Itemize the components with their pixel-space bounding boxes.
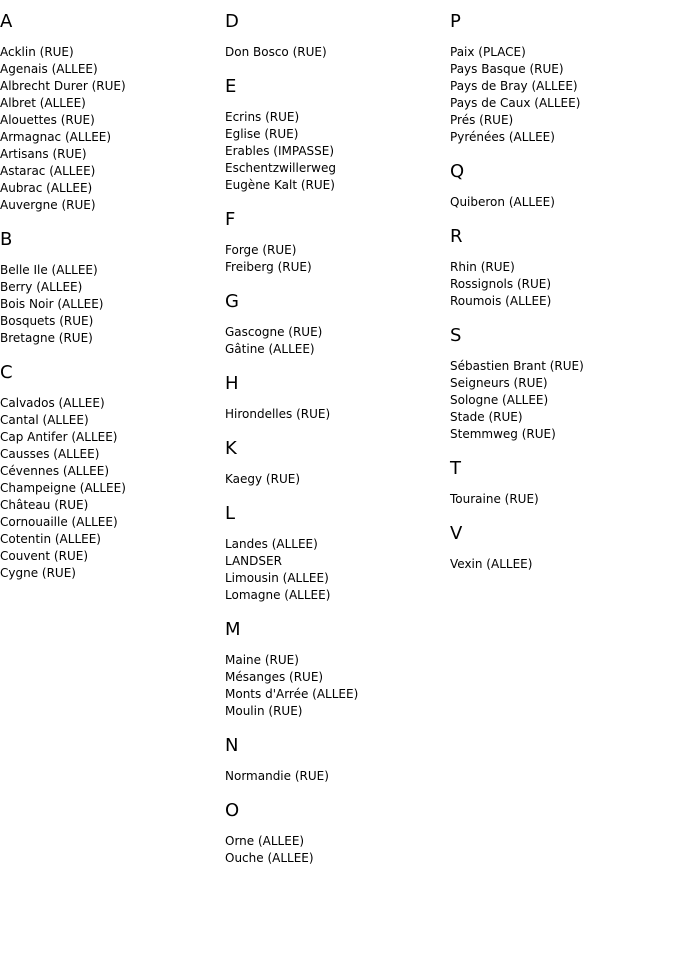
street-entry: Don Bosco (RUE): [225, 45, 327, 59]
letter-section-g: [225, 290, 445, 358]
letter-section-a: [0, 10, 220, 214]
street-entry: Aubrac (ALLEE): [0, 181, 93, 195]
section-letter-heading: V: [450, 523, 463, 544]
section-letter-heading: A: [0, 11, 13, 32]
street-entry: Pyrénées (ALLEE): [450, 130, 555, 144]
street-entry: Prés (RUE): [450, 113, 514, 127]
letter-section-f: [225, 208, 445, 276]
letter-section-b: [0, 228, 220, 347]
street-list: [450, 491, 670, 508]
street-list: [225, 652, 445, 720]
street-entry: Cévennes (ALLEE): [0, 464, 110, 478]
street-entry: Mésanges (RUE): [225, 670, 324, 684]
street-entry: Auvergne (RUE): [0, 198, 96, 212]
street-list: [225, 406, 445, 423]
section-letter-heading: O: [225, 800, 240, 821]
street-entry: Seigneurs (RUE): [450, 376, 548, 390]
street-entry: Bois Noir (ALLEE): [0, 297, 104, 311]
street-entry: Couvent (RUE): [0, 549, 89, 563]
section-letter-heading: D: [225, 11, 239, 32]
section-letter-heading: S: [450, 325, 462, 346]
street-entry: Paix (PLACE): [450, 45, 526, 59]
letter-section-s: [450, 324, 670, 443]
street-entry: Calvados (ALLEE): [0, 396, 105, 410]
street-entry: Sébastien Brant (RUE): [450, 359, 584, 373]
section-letter-heading: T: [450, 458, 461, 479]
street-list: [225, 536, 445, 604]
letter-section-k: [225, 437, 445, 488]
street-list: [225, 44, 445, 61]
street-entry: Rossignols (RUE): [450, 277, 552, 291]
section-letter-heading: G: [225, 291, 239, 312]
street-entry: Champeigne (ALLEE): [0, 481, 126, 495]
letter-section-d: [225, 10, 445, 61]
street-entry: Hirondelles (RUE): [225, 407, 331, 421]
street-entry: Belle Ile (ALLEE): [0, 263, 98, 277]
street-entry: Sologne (ALLEE): [450, 393, 549, 407]
street-entry: Rhin (RUE): [450, 260, 515, 274]
street-entry: Albrecht Durer (RUE): [0, 79, 126, 93]
street-entry: Cap Antifer (ALLEE): [0, 430, 118, 444]
letter-section-t: [450, 457, 670, 508]
section-letter-heading: Q: [450, 161, 465, 182]
street-entry: Artisans (RUE): [0, 147, 87, 161]
letter-section-v: [450, 522, 670, 573]
section-letter-heading: B: [0, 229, 13, 250]
street-entry: Agenais (ALLEE): [0, 62, 98, 76]
street-entry: Alouettes (RUE): [0, 113, 95, 127]
street-entry: Château (RUE): [0, 498, 89, 512]
street-entry: Lomagne (ALLEE): [225, 588, 331, 602]
street-entry: Bretagne (RUE): [0, 331, 93, 345]
street-entry: Quiberon (ALLEE): [450, 195, 555, 209]
street-entry: Forge (RUE): [225, 243, 297, 257]
index-column-1: [0, 10, 220, 596]
section-letter-heading: K: [225, 438, 237, 459]
letter-section-n: [225, 734, 445, 785]
street-entry: Albret (ALLEE): [0, 96, 86, 110]
street-entry: Touraine (RUE): [450, 492, 539, 506]
letter-section-p: [450, 10, 670, 146]
street-list: [450, 358, 670, 443]
street-entry: Armagnac (ALLEE): [0, 130, 112, 144]
letter-section-h: [225, 372, 445, 423]
street-entry: Gâtine (ALLEE): [225, 342, 315, 356]
street-list: [450, 556, 670, 573]
street-list: [450, 259, 670, 310]
section-letter-heading: C: [0, 362, 13, 383]
street-list: [225, 324, 445, 358]
street-entry: Cornouaille (ALLEE): [0, 515, 118, 529]
street-entry: Ouche (ALLEE): [225, 851, 314, 865]
section-letter-heading: H: [225, 373, 239, 394]
street-entry: Erables (IMPASSE): [225, 144, 335, 158]
street-entry: Maine (RUE): [225, 653, 299, 667]
section-letter-heading: L: [225, 503, 236, 524]
street-entry: Cantal (ALLEE): [0, 413, 89, 427]
street-entry: Kaegy (RUE): [225, 472, 300, 486]
street-list: [0, 395, 220, 582]
street-list: [0, 44, 220, 214]
street-entry: Normandie (RUE): [225, 769, 329, 783]
street-entry: Acklin (RUE): [0, 45, 74, 59]
street-list: [450, 194, 670, 211]
letter-section-q: [450, 160, 670, 211]
section-letter-heading: P: [450, 11, 461, 32]
street-entry: Moulin (RUE): [225, 704, 303, 718]
street-entry: Berry (ALLEE): [0, 280, 83, 294]
street-entry: Cotentin (ALLEE): [0, 532, 101, 546]
street-entry: Eglise (RUE): [225, 127, 299, 141]
street-entry: Freiberg (RUE): [225, 260, 312, 274]
street-list: [225, 109, 445, 194]
street-list: [225, 471, 445, 488]
street-entry: Monts d'Arrée (ALLEE): [225, 687, 359, 701]
street-entry: Stemmweg (RUE): [450, 427, 556, 441]
index-column-2: [225, 10, 445, 881]
street-entry: Eschentzwillerweg: [225, 161, 336, 175]
letter-section-e: [225, 75, 445, 194]
street-list: [225, 768, 445, 785]
street-entry: Astarac (ALLEE): [0, 164, 96, 178]
street-entry: Stade (RUE): [450, 410, 523, 424]
street-entry: Ecrins (RUE): [225, 110, 300, 124]
letter-section-m: [225, 618, 445, 720]
street-entry: Pays Basque (RUE): [450, 62, 564, 76]
street-list: [225, 242, 445, 276]
section-letter-heading: M: [225, 619, 241, 640]
section-letter-heading: F: [225, 209, 236, 230]
street-entry: Cygne (RUE): [0, 566, 76, 580]
street-entry: Bosquets (RUE): [0, 314, 94, 328]
street-entry: Pays de Caux (ALLEE): [450, 96, 581, 110]
street-entry: Causses (ALLEE): [0, 447, 100, 461]
street-entry: Orne (ALLEE): [225, 834, 305, 848]
section-letter-heading: R: [450, 226, 463, 247]
street-entry: Pays de Bray (ALLEE): [450, 79, 578, 93]
section-letter-heading: N: [225, 735, 239, 756]
street-list: [0, 262, 220, 347]
street-list: [225, 833, 445, 867]
street-entry: Eugène Kalt (RUE): [225, 178, 335, 192]
letter-section-r: [450, 225, 670, 310]
street-entry: Landes (ALLEE): [225, 537, 318, 551]
street-entry: LANDSER: [225, 554, 282, 568]
index-column-3: [450, 10, 670, 587]
section-letter-heading: E: [225, 76, 237, 97]
street-entry: Limousin (ALLEE): [225, 571, 329, 585]
street-list: [450, 44, 670, 146]
street-entry: Gascogne (RUE): [225, 325, 323, 339]
street-entry: Roumois (ALLEE): [450, 294, 552, 308]
street-entry: Vexin (ALLEE): [450, 557, 533, 571]
letter-section-c: [0, 361, 220, 582]
letter-section-o: [225, 799, 445, 867]
letter-section-l: [225, 502, 445, 604]
